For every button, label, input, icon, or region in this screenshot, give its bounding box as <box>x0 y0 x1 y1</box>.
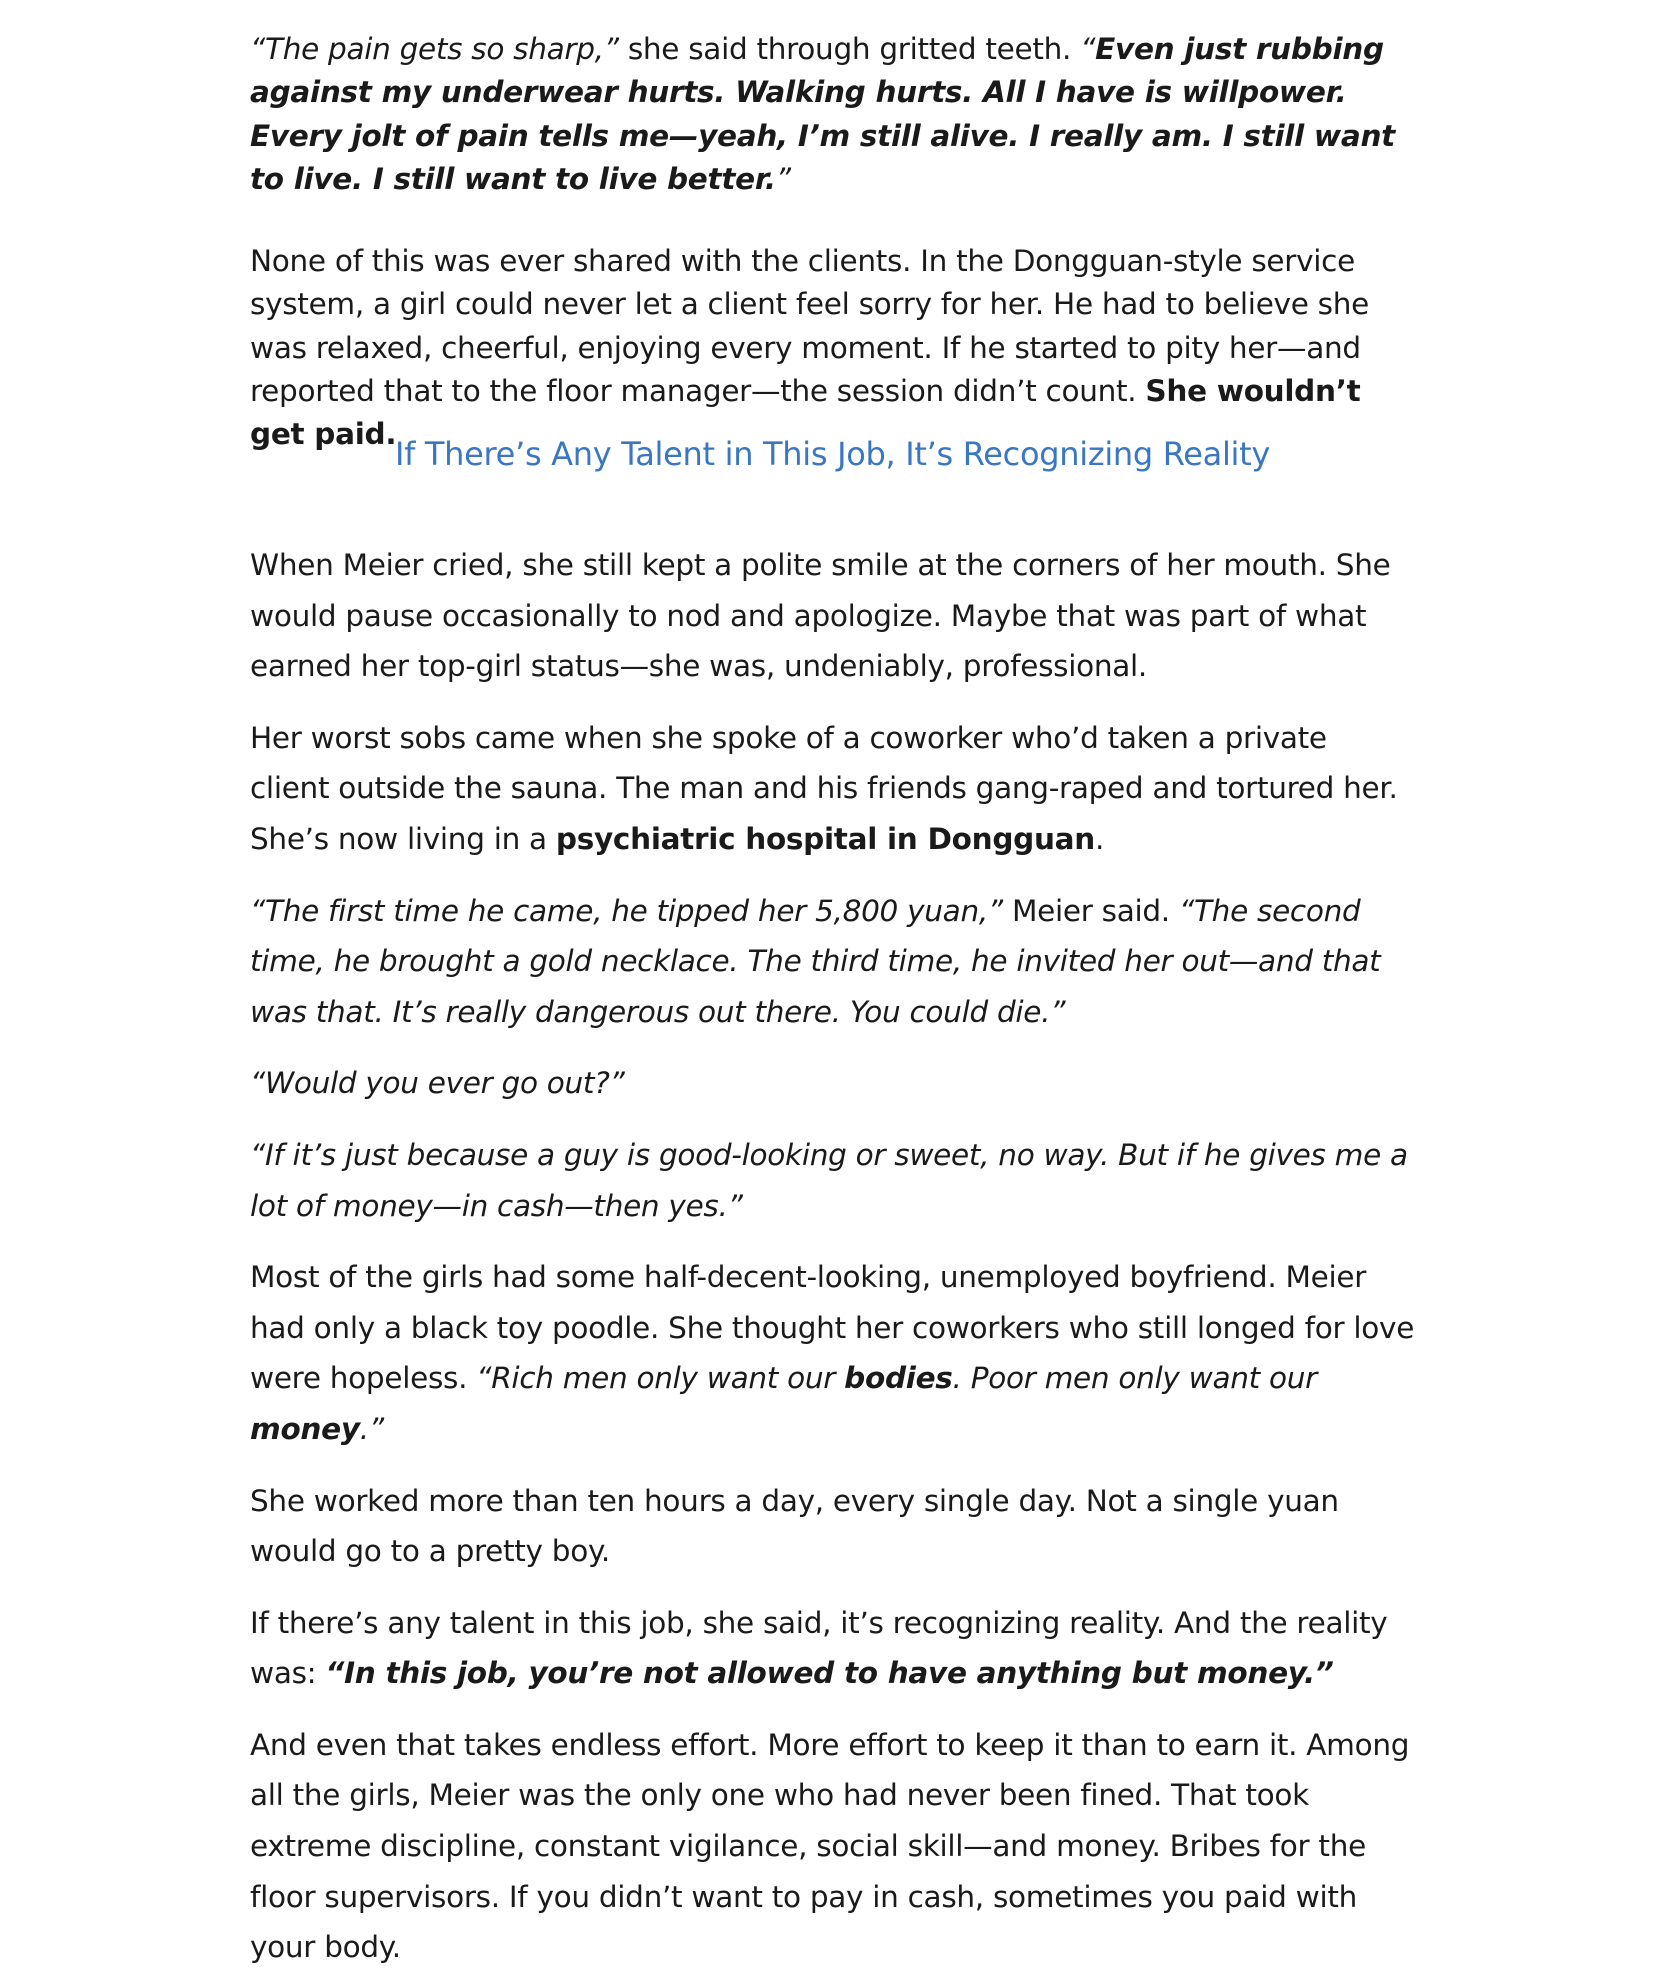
section-heading: If There’s Any Talent in This Job, It’s Recognizing Reality <box>394 435 1271 473</box>
paragraph-go-out-question <box>250 1058 1415 1109</box>
quote-close-mark: ” <box>775 161 791 196</box>
paragraph-boyfriends <box>250 1252 1415 1454</box>
work-hours-text: She worked more than ten hours a day, every single day. Not a single yuan would go to a pretty boy. <box>250 1483 1339 1569</box>
quote-willpower: Even just rubbing against my underwear hurts. Walking hurts. All I have is willpower. Every jolt of pain tells me—yeah, I’m still alive. I really am. I still want to live. I still want to live better. <box>250 32 1395 196</box>
boyfriends-text: Most of the girls had some half-decent-looking, unemployed boyfriend. Meier had only a black toy poodle. She thought her coworkers who still longed for love were hopeless. <box>250 1260 1415 1396</box>
quote-money-answer: “If it’s just because a guy is good-looking or sweet, no way. But if he gives me a lot of money—in cash—then yes.” <box>250 1137 1408 1223</box>
paragraph-coworker <box>250 713 1415 865</box>
quote-first-time: “The first time he came, he tipped her 5,800 yuan,” <box>250 893 1003 928</box>
quote-only-money: “In this job, you’re not allowed to have anything but money.” <box>325 1656 1334 1691</box>
paragraph-money-answer <box>250 1130 1415 1231</box>
quote-second-time: “The second time, he brought a gold necklace. The third time, he invited her out—and that was that. It’s really dangerous out there. You could die.” <box>250 893 1381 1029</box>
quote-end: .” <box>359 1411 384 1446</box>
hospital-emphasis: psychiatric hospital in Dongguan <box>555 821 1095 856</box>
meier-said-text: Meier said. <box>1002 893 1179 928</box>
endless-effort-text: And even that takes endless effort. More effort to keep it than to earn it. Among all the girls, Meier was the only one who had never been fined. That took extreme discipline, constant vigilance, social skill—and money. Bribes for the floor supervisors. If you didn’t want to pay in cash, sometimes you paid with your body. <box>250 1727 1410 1965</box>
quote-go-out: “Would you ever go out?” <box>250 1066 625 1101</box>
paragraph-talent <box>250 1598 1415 1699</box>
quote-open-mark: “ <box>1080 32 1096 66</box>
paragraph-meier-cried <box>250 540 1415 692</box>
paragraph-work-hours <box>250 1476 1415 1577</box>
article-body <box>250 28 1415 457</box>
paragraph-endless-effort <box>250 1720 1415 1973</box>
talent-text: If there’s any talent in this job, she said, it’s recognizing reality. And the reality was: <box>250 1605 1388 1691</box>
quote-rich-men: “Rich men only want our <box>476 1361 845 1396</box>
article-body-continued <box>250 540 1415 1973</box>
meier-cried-text: When Meier cried, she still kept a polite smile at the corners of her mouth. She would pause occasionally to nod and apologize. Maybe that was part of what earned her top-girl status—she was, undeniably, professional. <box>250 548 1391 684</box>
coworker-text: Her worst sobs came when she spoke of a coworker who’d taken a private client outside the sauna. The man and his friends gang-raped and tortured her. She’s now living in a <box>250 720 1398 856</box>
coworker-end: . <box>1094 821 1105 856</box>
bodies-emphasis: bodies <box>844 1361 953 1396</box>
paragraph-pain-quote <box>250 28 1415 201</box>
paragraph-service-system <box>250 240 1415 456</box>
service-system-text: None of this was ever shared with the clients. In the Dongguan-style service system, a girl could never let a client feel sorry for her. He had to believe she was relaxed, cheerful, enjoying every moment. If he started to pity her—and reported that to the floor manager—the session didn’t count. <box>250 244 1369 409</box>
paragraph-first-time <box>250 886 1415 1038</box>
quote-pain-sharp: “The pain gets so sharp,” <box>250 32 619 66</box>
no-pay-emphasis: She wouldn’t get paid. <box>250 374 1361 452</box>
attribution-text: she said through gritted teeth. <box>618 32 1081 66</box>
money-emphasis: money <box>250 1411 360 1446</box>
quote-poor-men: . Poor men only want our <box>952 1361 1317 1396</box>
